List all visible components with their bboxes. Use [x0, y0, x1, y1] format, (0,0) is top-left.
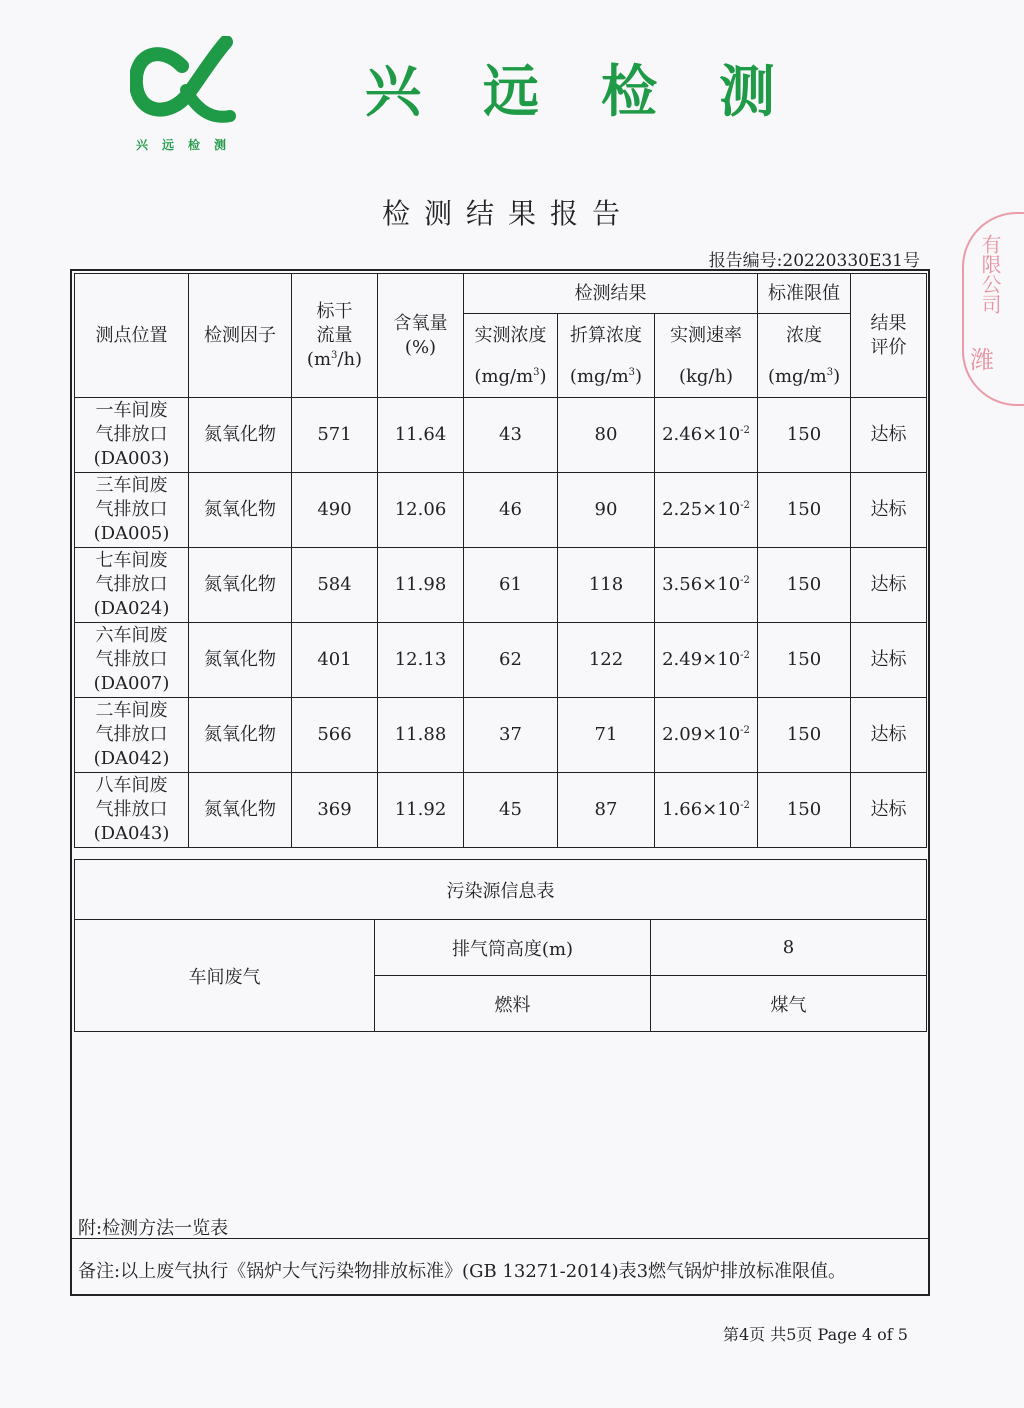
cell-location	[75, 623, 189, 698]
cell-measured: 45	[464, 773, 558, 848]
header-limit-group: 标准限值	[758, 274, 851, 314]
location-line3: (DA043)	[93, 823, 170, 844]
cell-result: 达标	[851, 473, 927, 548]
cell-location	[75, 548, 189, 623]
conc-unit-sup: 3	[826, 367, 834, 379]
cell-factor: 氮氧化物	[189, 548, 292, 623]
conc-unit-a: (mg/m	[474, 366, 534, 388]
cell-oxygen: 11.92	[378, 773, 464, 848]
table-row	[75, 623, 927, 698]
stack-height-label: 排气筒高度(m)	[375, 920, 651, 976]
cell-rate	[655, 698, 758, 773]
table-row	[75, 398, 927, 473]
cell-flow: 566	[292, 698, 378, 773]
location-line3: (DA042)	[93, 748, 170, 769]
fuel-value: 煤气	[651, 976, 927, 1032]
header-oxygen-unit: (%)	[404, 336, 437, 358]
conc-unit-sup: 3	[628, 367, 636, 379]
unit-converted-conc	[558, 358, 655, 398]
appendix-note: 附:检测方法一览表	[78, 1218, 229, 1239]
rate-base: 2.46×10	[662, 424, 741, 445]
rate-base: 2.25×10	[662, 499, 741, 520]
company-logo	[130, 36, 240, 152]
location-line1: 八车间废	[95, 775, 168, 796]
cell-measured: 62	[464, 623, 558, 698]
cell-location	[75, 473, 189, 548]
header-factor: 检测因子	[189, 274, 292, 398]
cell-factor: 氮氧化物	[189, 623, 292, 698]
rate-exponent: -2	[740, 725, 750, 736]
header-measured-rate: 实测速率	[655, 314, 758, 358]
cell-rate	[655, 548, 758, 623]
unit-measured-rate: (kg/h)	[655, 358, 758, 398]
rate-exponent: -2	[740, 425, 750, 436]
logo-caption: 兴远检测	[136, 138, 241, 152]
header-flow-unit	[292, 348, 377, 372]
cell-factor: 氮氧化物	[189, 473, 292, 548]
conc-unit-b: )	[833, 366, 841, 388]
report-number	[709, 246, 920, 271]
cell-limit: 150	[758, 548, 851, 623]
header-evaluation	[851, 274, 927, 398]
conc-unit-a: (mg/m	[767, 366, 827, 388]
cell-limit: 150	[758, 773, 851, 848]
pollution-source: 车间废气	[75, 920, 375, 1032]
cell-oxygen: 11.64	[378, 398, 464, 473]
flow-unit-a: (m	[306, 348, 332, 370]
header-results-group: 检测结果	[464, 274, 758, 314]
brand-title: 兴远检测	[365, 60, 837, 125]
conc-unit-b: )	[635, 366, 643, 388]
seal-text: 有限公司	[978, 234, 1002, 314]
cell-rate	[655, 473, 758, 548]
cell-location	[75, 698, 189, 773]
location-line3: (DA003)	[93, 448, 170, 469]
cell-result: 达标	[851, 773, 927, 848]
table-row	[75, 698, 927, 773]
results-table	[74, 273, 927, 848]
location-line2: 气排放口	[95, 499, 168, 520]
logo-fish-icon	[130, 36, 240, 136]
cell-measured: 46	[464, 473, 558, 548]
cell-factor: 氮氧化物	[189, 698, 292, 773]
header-flow-line2: 流量	[316, 324, 353, 346]
rate-exponent: -2	[740, 650, 750, 661]
table-row	[75, 548, 927, 623]
cell-measured: 37	[464, 698, 558, 773]
cell-factor: 氮氧化物	[189, 773, 292, 848]
location-line3: (DA005)	[93, 523, 170, 544]
header-converted-conc: 折算浓度	[558, 314, 655, 358]
header-evaluation-line2: 评价	[870, 336, 907, 358]
header-flow	[292, 274, 378, 398]
fuel-label: 燃料	[375, 976, 651, 1032]
cell-rate	[655, 398, 758, 473]
conc-unit-a: (mg/m	[569, 366, 629, 388]
cell-flow: 369	[292, 773, 378, 848]
cell-location	[75, 773, 189, 848]
rate-base: 3.56×10	[662, 574, 741, 595]
report-number-value: 20220330E31号	[782, 251, 920, 271]
rate-exponent: -2	[740, 575, 750, 586]
header-measured-conc: 实测浓度	[464, 314, 558, 358]
table-row	[75, 773, 927, 848]
conc-unit-sup: 3	[533, 367, 540, 379]
location-line3: (DA024)	[93, 598, 170, 619]
cell-factor: 氮氧化物	[189, 398, 292, 473]
location-line2: 气排放口	[95, 424, 168, 445]
stack-height-value: 8	[651, 920, 927, 976]
report-number-label: 报告编号:	[708, 251, 783, 271]
seal-text-bottom: 潍	[970, 346, 994, 374]
cell-result: 达标	[851, 548, 927, 623]
rate-exponent: -2	[740, 500, 750, 511]
cell-limit: 150	[758, 698, 851, 773]
page-footer: 第4页 共5页 Page 4 of 5	[722, 1325, 908, 1344]
cell-flow: 584	[292, 548, 378, 623]
cell-converted: 80	[558, 398, 655, 473]
rate-exponent: -2	[740, 800, 750, 811]
rate-base: 2.09×10	[662, 724, 741, 745]
location-line2: 气排放口	[95, 724, 168, 745]
cell-oxygen: 11.88	[378, 698, 464, 773]
cell-flow: 401	[292, 623, 378, 698]
cell-measured: 43	[464, 398, 558, 473]
flow-unit-sup: 3	[331, 349, 338, 361]
cell-converted: 87	[558, 773, 655, 848]
location-line2: 气排放口	[95, 799, 168, 820]
pollution-table-title: 污染源信息表	[75, 860, 927, 920]
location-line1: 二车间废	[95, 700, 168, 721]
cell-result: 达标	[851, 623, 927, 698]
cell-rate	[655, 623, 758, 698]
conc-unit-b: )	[539, 366, 547, 388]
cell-oxygen: 11.98	[378, 548, 464, 623]
rate-base: 2.49×10	[662, 649, 741, 670]
header-flow-line1: 标干	[316, 300, 353, 322]
flow-unit-b: /h)	[337, 348, 363, 370]
header-oxygen	[378, 274, 464, 398]
location-line3: (DA007)	[93, 673, 170, 694]
header-limit-conc: 浓度	[758, 314, 851, 358]
header-oxygen-label: 含氧量	[393, 312, 448, 334]
location-line1: 一车间废	[95, 400, 168, 421]
cell-converted: 118	[558, 548, 655, 623]
cell-converted: 122	[558, 623, 655, 698]
location-line2: 气排放口	[95, 574, 168, 595]
cell-measured: 61	[464, 548, 558, 623]
unit-measured-conc	[464, 358, 558, 398]
unit-limit-conc	[758, 358, 851, 398]
remark-divider	[72, 1238, 928, 1239]
cell-flow: 490	[292, 473, 378, 548]
remark-note: 备注:以上废气执行《锅炉大气污染物排放标准》(GB 13271-2014)表3燃气锅炉排放标准限值。	[78, 1261, 847, 1282]
cell-flow: 571	[292, 398, 378, 473]
header-location: 测点位置	[75, 274, 189, 398]
cell-converted: 90	[558, 473, 655, 548]
cell-limit: 150	[758, 398, 851, 473]
pollution-source-table	[74, 859, 927, 1032]
location-line1: 七车间废	[95, 550, 168, 571]
location-line2: 气排放口	[95, 649, 168, 670]
cell-converted: 71	[558, 698, 655, 773]
cell-rate	[655, 773, 758, 848]
cell-result: 达标	[851, 698, 927, 773]
official-seal	[962, 212, 1024, 406]
cell-limit: 150	[758, 623, 851, 698]
cell-result: 达标	[851, 398, 927, 473]
rate-base: 1.66×10	[662, 799, 741, 820]
location-line1: 六车间废	[95, 625, 168, 646]
cell-limit: 150	[758, 473, 851, 548]
cell-oxygen: 12.06	[378, 473, 464, 548]
cell-location	[75, 398, 189, 473]
location-line1: 三车间废	[95, 475, 168, 496]
cell-oxygen: 12.13	[378, 623, 464, 698]
report-title: 检测结果报告	[382, 197, 635, 230]
table-row	[75, 473, 927, 548]
header-evaluation-line1: 结果	[870, 312, 907, 334]
